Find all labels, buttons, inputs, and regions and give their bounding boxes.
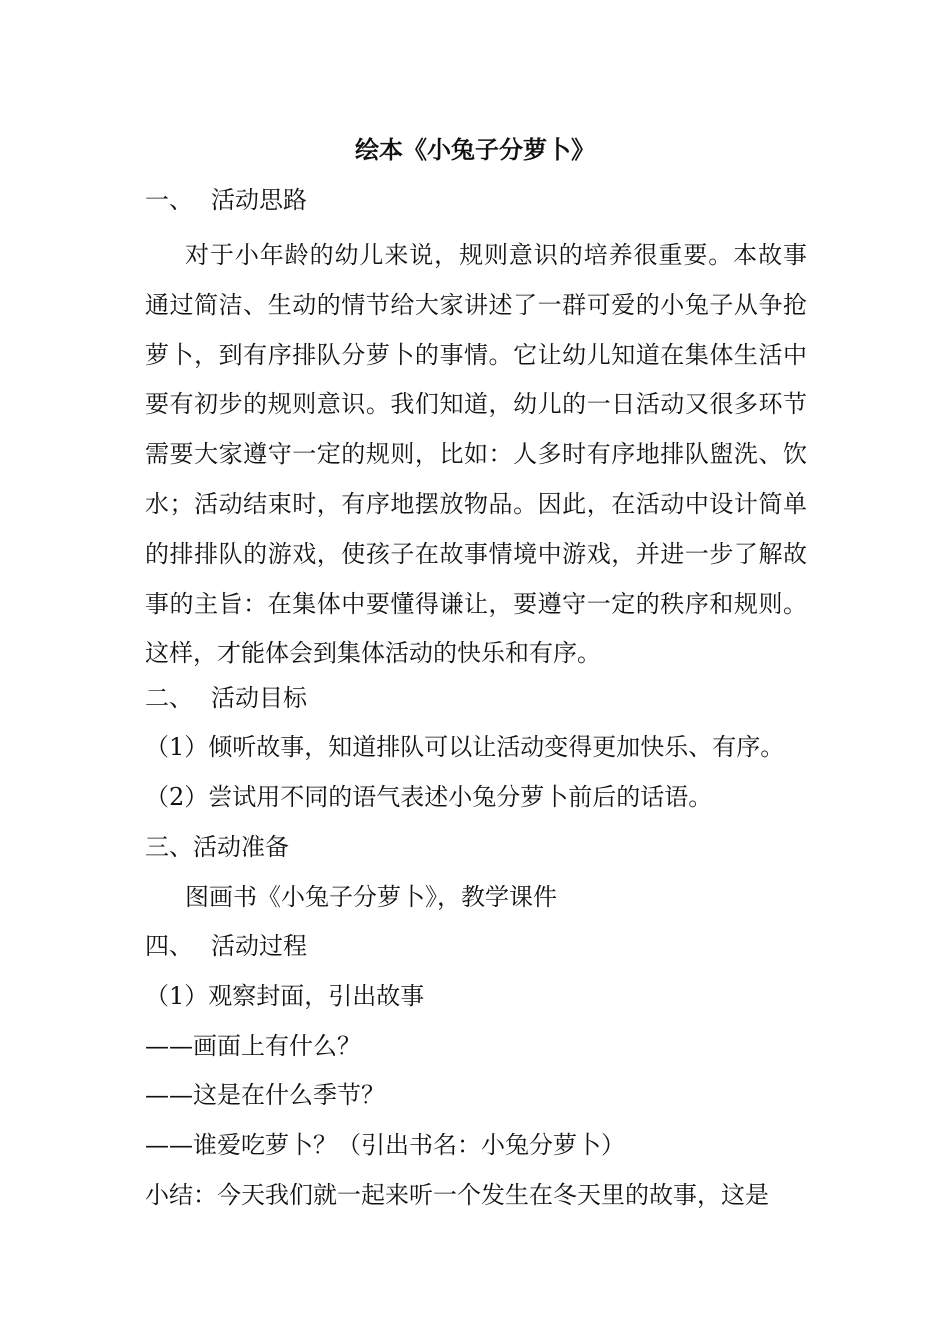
ideas-paragraph: 对于小年龄的幼儿来说，规则意识的培养很重要。本故事通过简洁、生动的情节给大家讲述了一群可爱的小兔子从争抢萝卜，到有序排队分萝卜的事情。它让幼儿知道在集体生活中要有初步的规则意识。我们知道，幼儿的一日活动又很多环节需要大家遵守一定的规则，比如：人多时有序地排队盥洗、饮水；活动结束时，有序地摆放物品。因此，在活动中设计简单的排排队的游戏，使孩子在故事情境中游戏，并进一步了解故事的主旨：在集体中要懂得谦让，要遵守一定的秩序和规则。这样，才能体会到集体活动的快乐和有序。 [145, 241, 807, 668]
heading-label: 活动过程 [211, 932, 307, 960]
process-step: （1）观察封面，引出故事 [145, 982, 425, 1010]
heading-label: 活动目标 [211, 684, 307, 712]
document-title: 绘本《小兔子分萝卜》 [355, 135, 595, 164]
heading-number: 一、 [145, 186, 193, 214]
goal-item: （1）倾听故事，知道排队可以让活动变得更加快乐、有序。 [145, 733, 785, 761]
section-heading-goals [145, 680, 307, 716]
heading-label: 活动思路 [211, 186, 307, 214]
goal-item: （2）尝试用不同的语气表述小兔分萝卜前后的话语。 [145, 783, 713, 811]
summary-line: 小结：今天我们就一起来听一个发生在冬天里的故事，这是 [145, 1181, 769, 1209]
question-line: ——这是在什么季节？ [145, 1081, 385, 1109]
section-heading-process [145, 928, 307, 964]
materials-line: 图画书《小兔子分萝卜》，教学课件 [185, 883, 557, 911]
section-heading-ideas [145, 182, 307, 218]
heading-number: 四、 [145, 932, 193, 960]
question-line: ——画面上有什么？ [145, 1032, 361, 1060]
heading-number: 二、 [145, 684, 193, 712]
section-heading-preparation: 三、活动准备 [145, 833, 289, 861]
question-line: ——谁爱吃萝卜？（引出书名：小兔分萝卜） [145, 1131, 625, 1159]
